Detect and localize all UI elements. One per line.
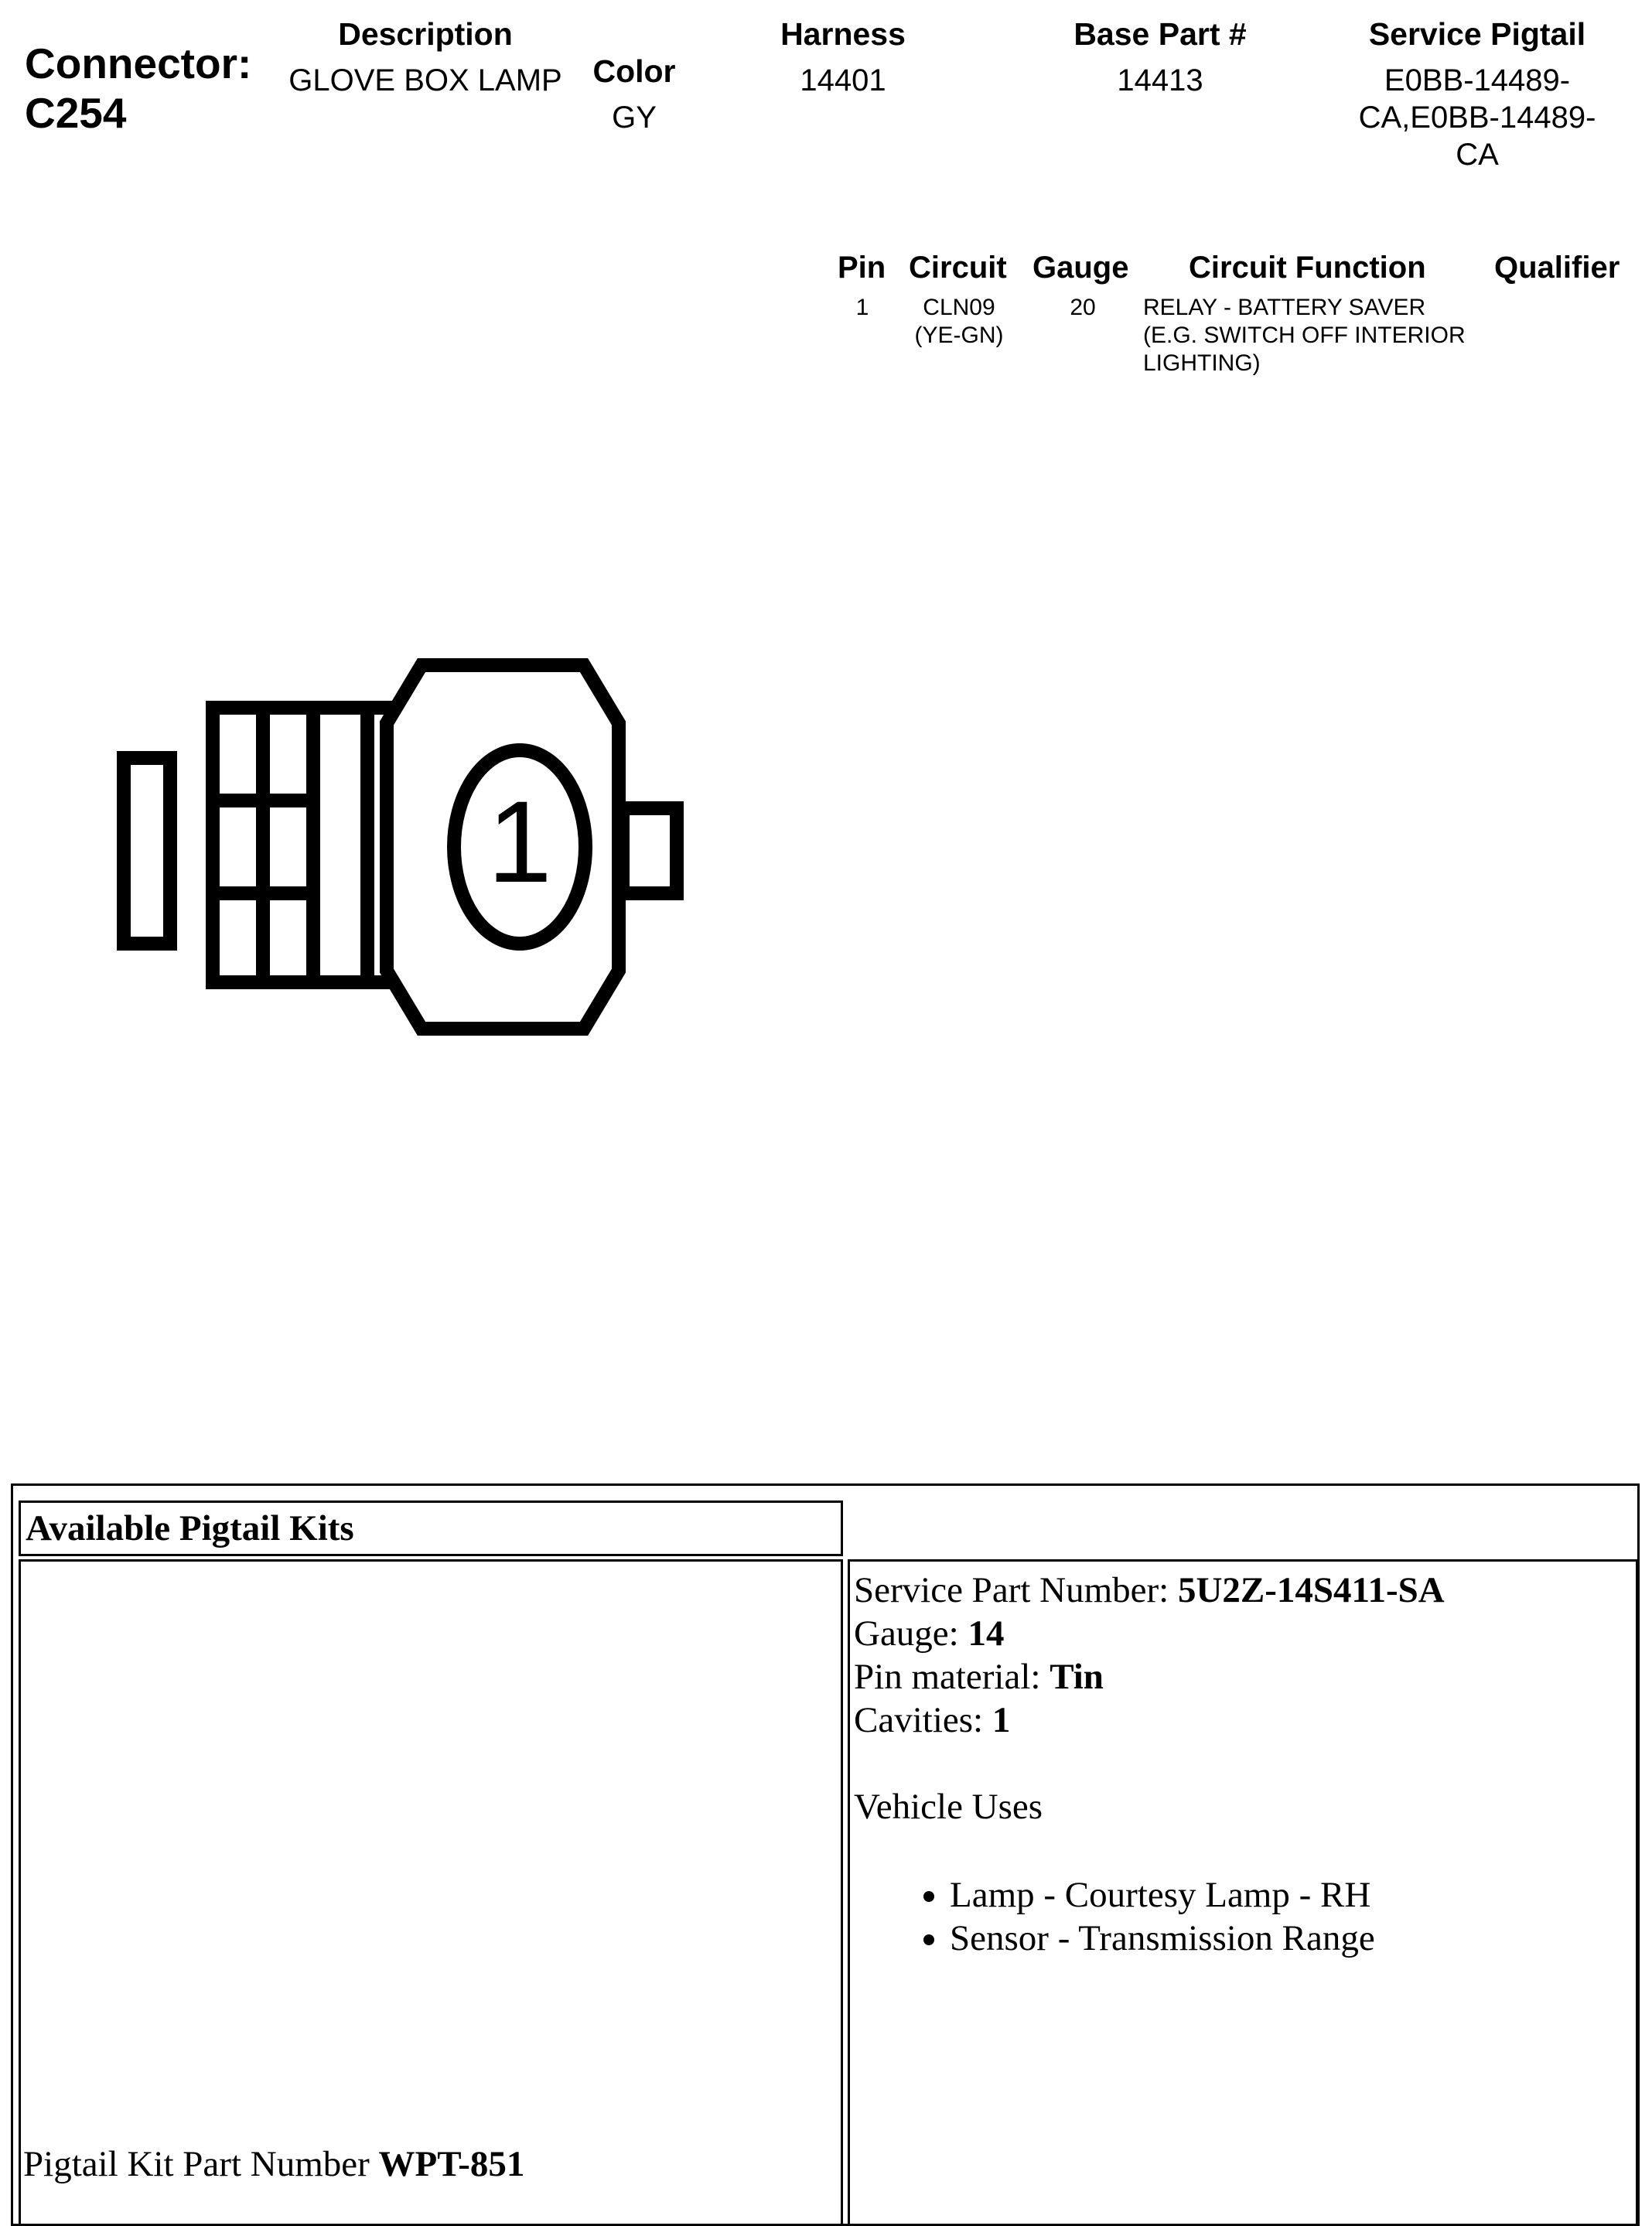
circuit-line: (YE-GN) — [914, 323, 1004, 348]
description-header: Description — [338, 16, 513, 52]
pin-material — [854, 1655, 1445, 1699]
circuit-function-header: Circuit Function — [1189, 251, 1426, 285]
kit-gauge — [854, 1612, 1445, 1655]
list-item: • Lamp - Courtesy Lamp - RH — [950, 1873, 1445, 1917]
base-part-value: 14413 — [1117, 63, 1203, 97]
service-pigtail-header: Service Pigtail — [1368, 16, 1586, 52]
service-part-value: 5U2Z-14S411-SA — [1177, 1570, 1445, 1610]
harness-value: 14401 — [800, 63, 886, 97]
kit-gauge-value: 14 — [968, 1613, 1005, 1654]
qualifier-header: Qualifier — [1494, 251, 1620, 285]
pigtail-kit-details — [854, 1569, 1445, 1960]
service-part-number — [854, 1569, 1445, 1612]
pigtail-kit-part-number — [23, 2142, 524, 2186]
kit-number-label: Pigtail Kit Part Number — [23, 2144, 379, 2184]
service-pigtail-value — [1330, 62, 1624, 173]
circuit-header: Circuit — [909, 251, 1007, 285]
connector-face-diagram — [108, 650, 712, 1052]
pigtail-kits-header: Available Pigtail Kits — [19, 1501, 843, 1556]
cavities-value: 1 — [992, 1700, 1011, 1740]
harness-header: Harness — [780, 16, 906, 52]
gauge-value: 20 — [1070, 295, 1096, 320]
pigtail-kit-image-cell — [19, 1559, 843, 2224]
pin-cavity-label: 1 — [487, 777, 552, 906]
function-line: LIGHTING) — [1143, 350, 1261, 376]
kit-gauge-label: Gauge: — [854, 1613, 968, 1654]
gauge-header: Gauge — [1032, 251, 1129, 285]
pin-material-label: Pin material: — [854, 1657, 1050, 1697]
base-part-header: Base Part # — [1073, 16, 1247, 52]
pin-header: Pin — [838, 251, 886, 285]
pin-number: 1 — [855, 295, 869, 320]
service-pigtail-line: E0BB-14489- — [1384, 63, 1571, 97]
function-line: (E.G. SWITCH OFF INTERIOR — [1143, 323, 1466, 348]
service-pigtail-line: CA,E0BB-14489- — [1358, 101, 1596, 135]
circuit-function-value — [1143, 294, 1545, 377]
connector-id: C254 — [25, 89, 127, 137]
function-line: RELAY - BATTERY SAVER — [1143, 295, 1426, 320]
circuit-line: CLN09 — [923, 295, 995, 320]
kit-number-value: WPT-851 — [378, 2144, 525, 2184]
circuit-value — [897, 294, 1021, 350]
connector-title — [25, 39, 251, 138]
service-part-label: Service Part Number: — [854, 1570, 1178, 1610]
description-value: GLOVE BOX LAMP — [288, 63, 562, 97]
list-item: • Sensor - Transmission Range — [950, 1917, 1445, 1960]
color-header: Color — [592, 53, 676, 89]
vehicle-uses-label: Vehicle Uses — [854, 1787, 1043, 1827]
connector-key-tab — [623, 808, 677, 893]
service-pigtail-line: CA — [1456, 138, 1499, 172]
cavities — [854, 1699, 1445, 1742]
vehicle-uses-list — [854, 1873, 1445, 1960]
pin-material-value: Tin — [1050, 1657, 1104, 1697]
cavities-label: Cavities: — [854, 1700, 992, 1740]
connector-label: Connector: — [25, 39, 252, 87]
color-value: GY — [612, 101, 657, 135]
